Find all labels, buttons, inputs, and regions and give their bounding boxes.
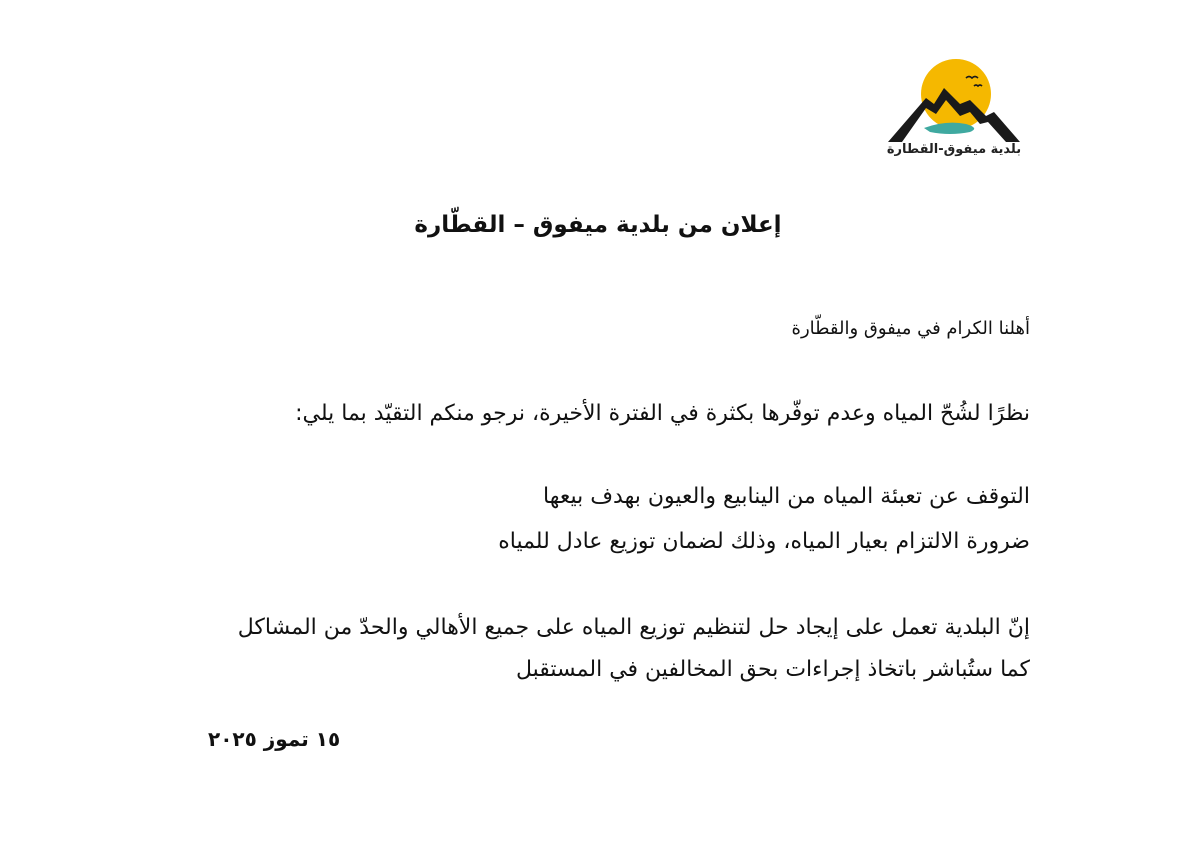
municipality-logo [884,58,1024,166]
mountain-sun-logo-icon [884,58,1024,146]
closing-line: إنّ البلدية تعمل على إيجاد حل لتنظيم توزيع المياه على جميع الأهالي والحدّ من المشاكل [237,615,1030,640]
intro-paragraph: نظرًا لشُحّ المياه وعدم توفّرها بكثرة في الفترة الأخيرة، نرجو منكم التقيّد بما يلي: [295,401,1030,426]
greeting: أهلنا الكرام في ميفوق والقطّارة [791,318,1030,339]
announcement-title: إعلان من بلدية ميفوق – القطّارة [414,212,782,238]
instruction-line: التوقف عن تعبئة المياه من الينابيع والعيون بهدف بيعها [543,484,1030,509]
announcement-date: ١٥ تموز ٢٠٢٥ [208,727,341,751]
logo-caption: بلدية ميفوق-القطارة [886,142,1022,157]
closing-line: كما ستُباشر باتخاذ إجراءات بحق المخالفين في المستقبل [515,657,1030,682]
instruction-line: ضرورة الالتزام بعيار المياه، وذلك لضمان توزيع عادل للمياه [498,529,1030,554]
river-icon [924,123,974,134]
